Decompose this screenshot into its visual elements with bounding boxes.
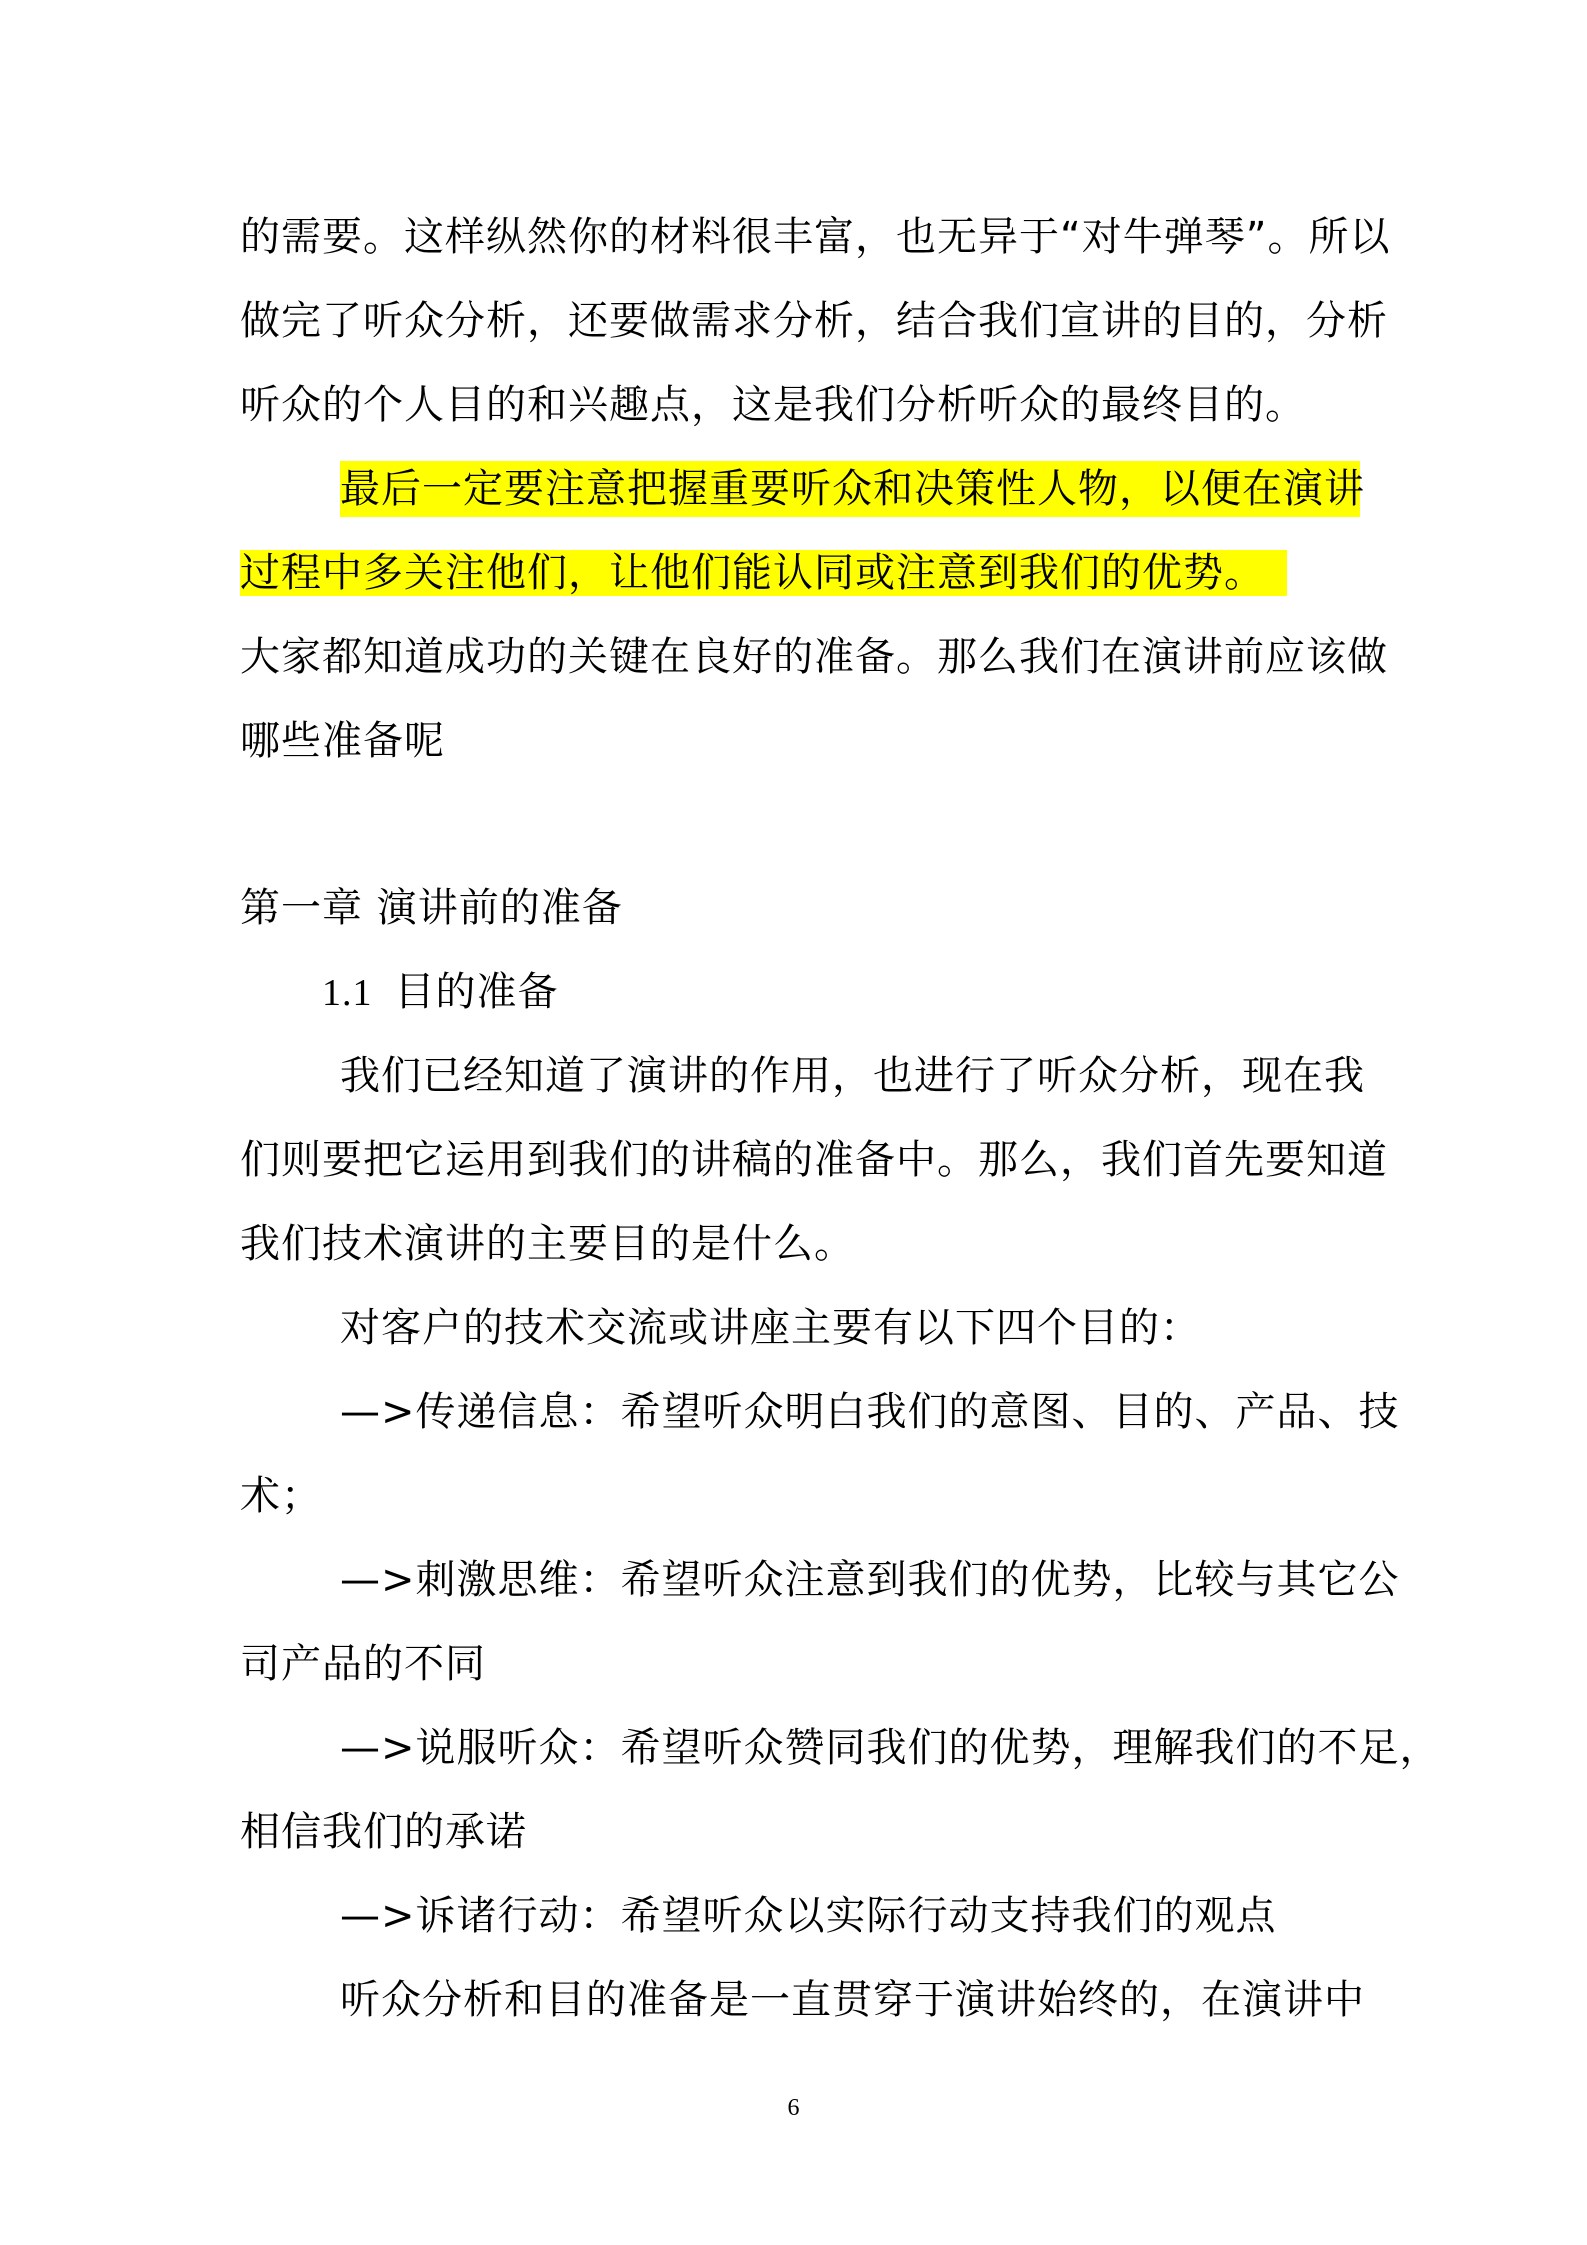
body-text-line: 听众的个人目的和兴趣点，这是我们分析听众的最终目的。: [240, 382, 1306, 428]
section-number: 1.1: [322, 972, 373, 1014]
highlighted-text-line: [240, 545, 1287, 601]
body-text-line: 我们技术演讲的主要目的是什么。: [240, 1221, 855, 1267]
body-text-line: 的需要。这样纵然你的材料很丰富，也无异于“对牛弹琴”。所以: [240, 214, 1391, 260]
list-item-continuation: 司产品的不同: [240, 1641, 486, 1687]
body-text-line: 们则要把它运用到我们的讲稿的准备中。那么，我们首先要知道: [240, 1137, 1388, 1183]
list-item: —>刺激思维：希望听众注意到我们的优势，比较与其它公: [340, 1557, 1400, 1603]
body-text-line: 大家都知道成功的关键在良好的准备。那么我们在演讲前应该做: [240, 634, 1388, 680]
section-heading: [322, 964, 1442, 1020]
body-text-line: 我们已经知道了演讲的作用，也进行了听众分析，现在我: [340, 1053, 1365, 1099]
list-item-continuation: 相信我们的承诺: [240, 1809, 527, 1855]
chapter-title: 第一章 演讲前的准备: [240, 885, 623, 931]
highlighted-text-line: 最后一定要注意把握重要听众和决策性人物，以便在演讲: [340, 461, 1360, 517]
page-number: 6: [787, 2095, 800, 2121]
list-item-continuation: 术；: [240, 1473, 322, 1519]
body-text-line: 听众分析和目的准备是一直贯穿于演讲始终的，在演讲中: [340, 1977, 1365, 2023]
highlight-span: 过程中多关注他们，让他们能认同或注意到我们的优势。: [240, 550, 1287, 596]
body-text-line: 哪些准备呢: [240, 718, 445, 764]
list-item: —>说服听众：希望听众赞同我们的优势，理解我们的不足，: [340, 1725, 1441, 1771]
list-item: —>诉诸行动：希望听众以实际行动支持我们的观点: [340, 1893, 1277, 1939]
body-text-line: 对客户的技术交流或讲座主要有以下四个目的：: [340, 1305, 1201, 1351]
section-title: 目的准备: [394, 969, 559, 1015]
body-text-line: 做完了听众分析，还要做需求分析，结合我们宣讲的目的，分析: [240, 298, 1388, 344]
list-item: —>传递信息：希望听众明白我们的意图、目的、产品、技: [340, 1389, 1400, 1435]
